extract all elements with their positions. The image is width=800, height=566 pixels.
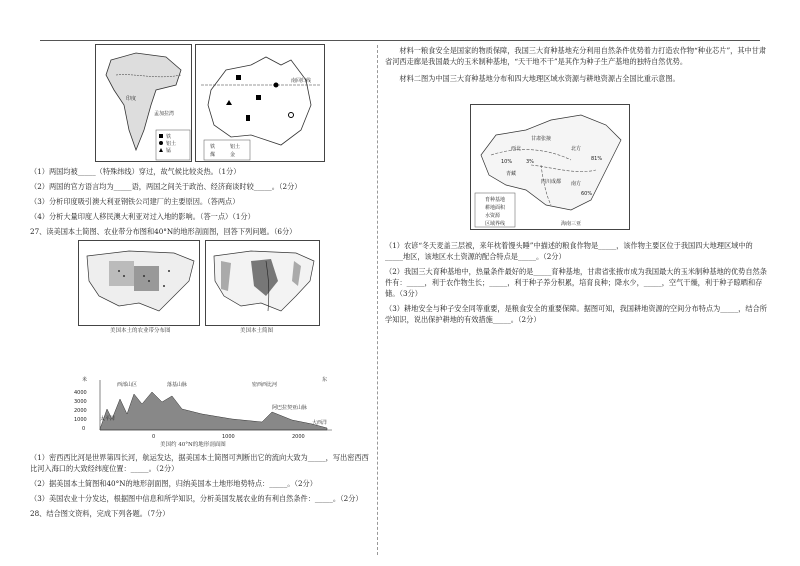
us-agri-caption: 美国本土的农业带分布图 — [110, 328, 171, 334]
material-1: 材料一粮食安全是国家的物质保障，我国三大育种基地充分利用自然条件优势着力打造农作物“种业芯片”，其中甘肃省河西走廊是我国最大的玉米制种基地，“天干地不干”是其作为种子生产基地的独特自然优势。 — [385, 46, 767, 66]
label-tropic: 南回归线 — [291, 78, 312, 84]
map-label-north: 北方 — [571, 146, 582, 152]
label-india: 印度 — [126, 96, 137, 102]
map-pct-1: 10% — [501, 159, 513, 165]
map-label-northwest: 西北 — [511, 146, 522, 152]
legend-iron: 铁 — [166, 134, 172, 140]
profile-east: 东 — [322, 377, 328, 383]
profile-tick-1000: 1000 — [74, 417, 87, 423]
profile-unit: 米 — [82, 377, 88, 383]
top-rule — [40, 40, 760, 41]
profile-label-rocky: 落基山脉 — [167, 382, 188, 388]
q26-part3: （3）分析印度吸引澳大利亚钢铁公司建厂的主要原因。（答两点） — [30, 197, 240, 206]
q28-head: 28、结合图文资料，完成下列各题。（7分） — [30, 509, 170, 518]
q27-part3: （3）美国农业十分发达，根据图中信息和所学知识，分析美国发展农业的有利自然条件：_____。（2分） — [30, 494, 363, 503]
map-label-tibet: 青藏 — [506, 171, 517, 177]
q27-head: 27、读美国本土简图、农业带分布图和40°N的地形剖面图，回答下列问题。（6分） — [30, 227, 297, 236]
profile-tick-2000: 2000 — [74, 408, 87, 414]
profile-label-west: 西部山区 — [117, 382, 138, 388]
legend-au-coal: 煤 — [210, 152, 216, 158]
q-right-part1: （1）农谚“冬天麦盖三层被，来年枕着馒头睡”中描述的粮食作物是_____，该作物主要区位于我国四大地理区域中的_____地区，该地区水土资源的配合特点是_____。（2分） — [385, 241, 753, 261]
profile-figure — [72, 374, 342, 444]
legend-au-iron: 铁 — [210, 144, 216, 150]
map-label-south: 南方 — [571, 181, 582, 187]
profile-label-atlantic: 大西洋 — [312, 420, 328, 426]
india-map — [95, 44, 192, 162]
map-pct-4: 81% — [591, 156, 603, 162]
map-label-zhangye: 甘肃张掖 — [531, 136, 552, 142]
us-relief-map — [205, 240, 320, 326]
profile-label-miss: 密西西比河 — [252, 382, 278, 388]
column-divider — [377, 45, 378, 555]
profile-label-app: 阿巴拉契亚山脉 — [272, 405, 308, 411]
label-bay: 孟加拉湾 — [154, 111, 175, 117]
profile-tick-4000: 4000 — [74, 390, 87, 396]
q-right-part2: （2）我国三大育种基地中，热量条件最好的是_____育种基地，甘肃省张掖市成为我国最大的玉米制种基地的优势自然条件有：_____，利于农作物生长；_____，利于种子养分积累，培育良种；降水少，_____，空气干燥，利于种子晾晒和存储。（3分） — [385, 267, 767, 298]
profile-caption: 美国约 40°N的地形剖面图 — [160, 442, 226, 448]
q26-part4: （4）分析大量印度人移民澳大利亚对过入地的影响。（答一点）（1分） — [30, 212, 255, 221]
profile-x-2000: 2000 — [292, 434, 305, 440]
legend-farmland: 耕地面积 — [485, 205, 506, 211]
profile-x-0: 0 — [152, 434, 156, 440]
q27-part1: （1）密西西比河是世界第四长河，航运发达，据美国本土简图可判断出它的流向大致为_____，写出密西西比河入海口的大致经纬度位置：_____。（2分） — [30, 453, 369, 473]
legend-au-gold: 金 — [230, 152, 236, 158]
legend-manganese: 锰 — [166, 148, 172, 154]
legend-bauxite: 铝土 — [166, 141, 177, 147]
profile-x-1000: 1000 — [222, 434, 235, 440]
us-agriculture-map — [78, 240, 200, 326]
legend-boundary: 区域界线 — [485, 221, 506, 227]
profile-label-pacific: 太平洋 — [100, 416, 116, 422]
profile-tick-0: 0 — [82, 426, 86, 432]
profile-tick-3000: 3000 — [74, 399, 87, 405]
map-label-chengdu: 四川成都 — [541, 179, 562, 185]
q-right-part3: （3）耕地安全与种子安全同等重要，是粮食安全的重要保障。据图可知，我国耕地资源的空间分布特点为_____，结合所学知识，说出保护耕地的有效措施_____。（2分） — [385, 304, 767, 324]
material-2: 材料二图为中国三大育种基地分布和四大地理区域水资源与耕地资源占全国比重示意图。 — [399, 74, 680, 83]
legend-water: 水资源 — [485, 213, 501, 219]
map-pct-2: 3% — [526, 159, 534, 165]
us-relief-caption: 美国本土简图 — [240, 328, 274, 334]
q27-part2: （2）据美国本土简图和40°N的地形剖面图，归纳美国本土地形地势特点：_____。（2分） — [30, 479, 317, 488]
australia-map — [195, 44, 325, 162]
q26-part2: （2）两国的官方语言均为_____语，两国之间关于政治、经济商谈时较_____。（2分） — [30, 182, 302, 191]
map-pct-3: 60% — [581, 191, 593, 197]
legend-au-bauxite: 铝土 — [230, 144, 241, 150]
map-label-sanya: 海南三亚 — [561, 221, 582, 227]
china-map — [470, 104, 630, 230]
q26-part1: （1）两国均被_____（特殊纬线）穿过，故气候比较炎热。（1分） — [30, 167, 241, 176]
legend-base: 育种基地 — [485, 197, 506, 203]
